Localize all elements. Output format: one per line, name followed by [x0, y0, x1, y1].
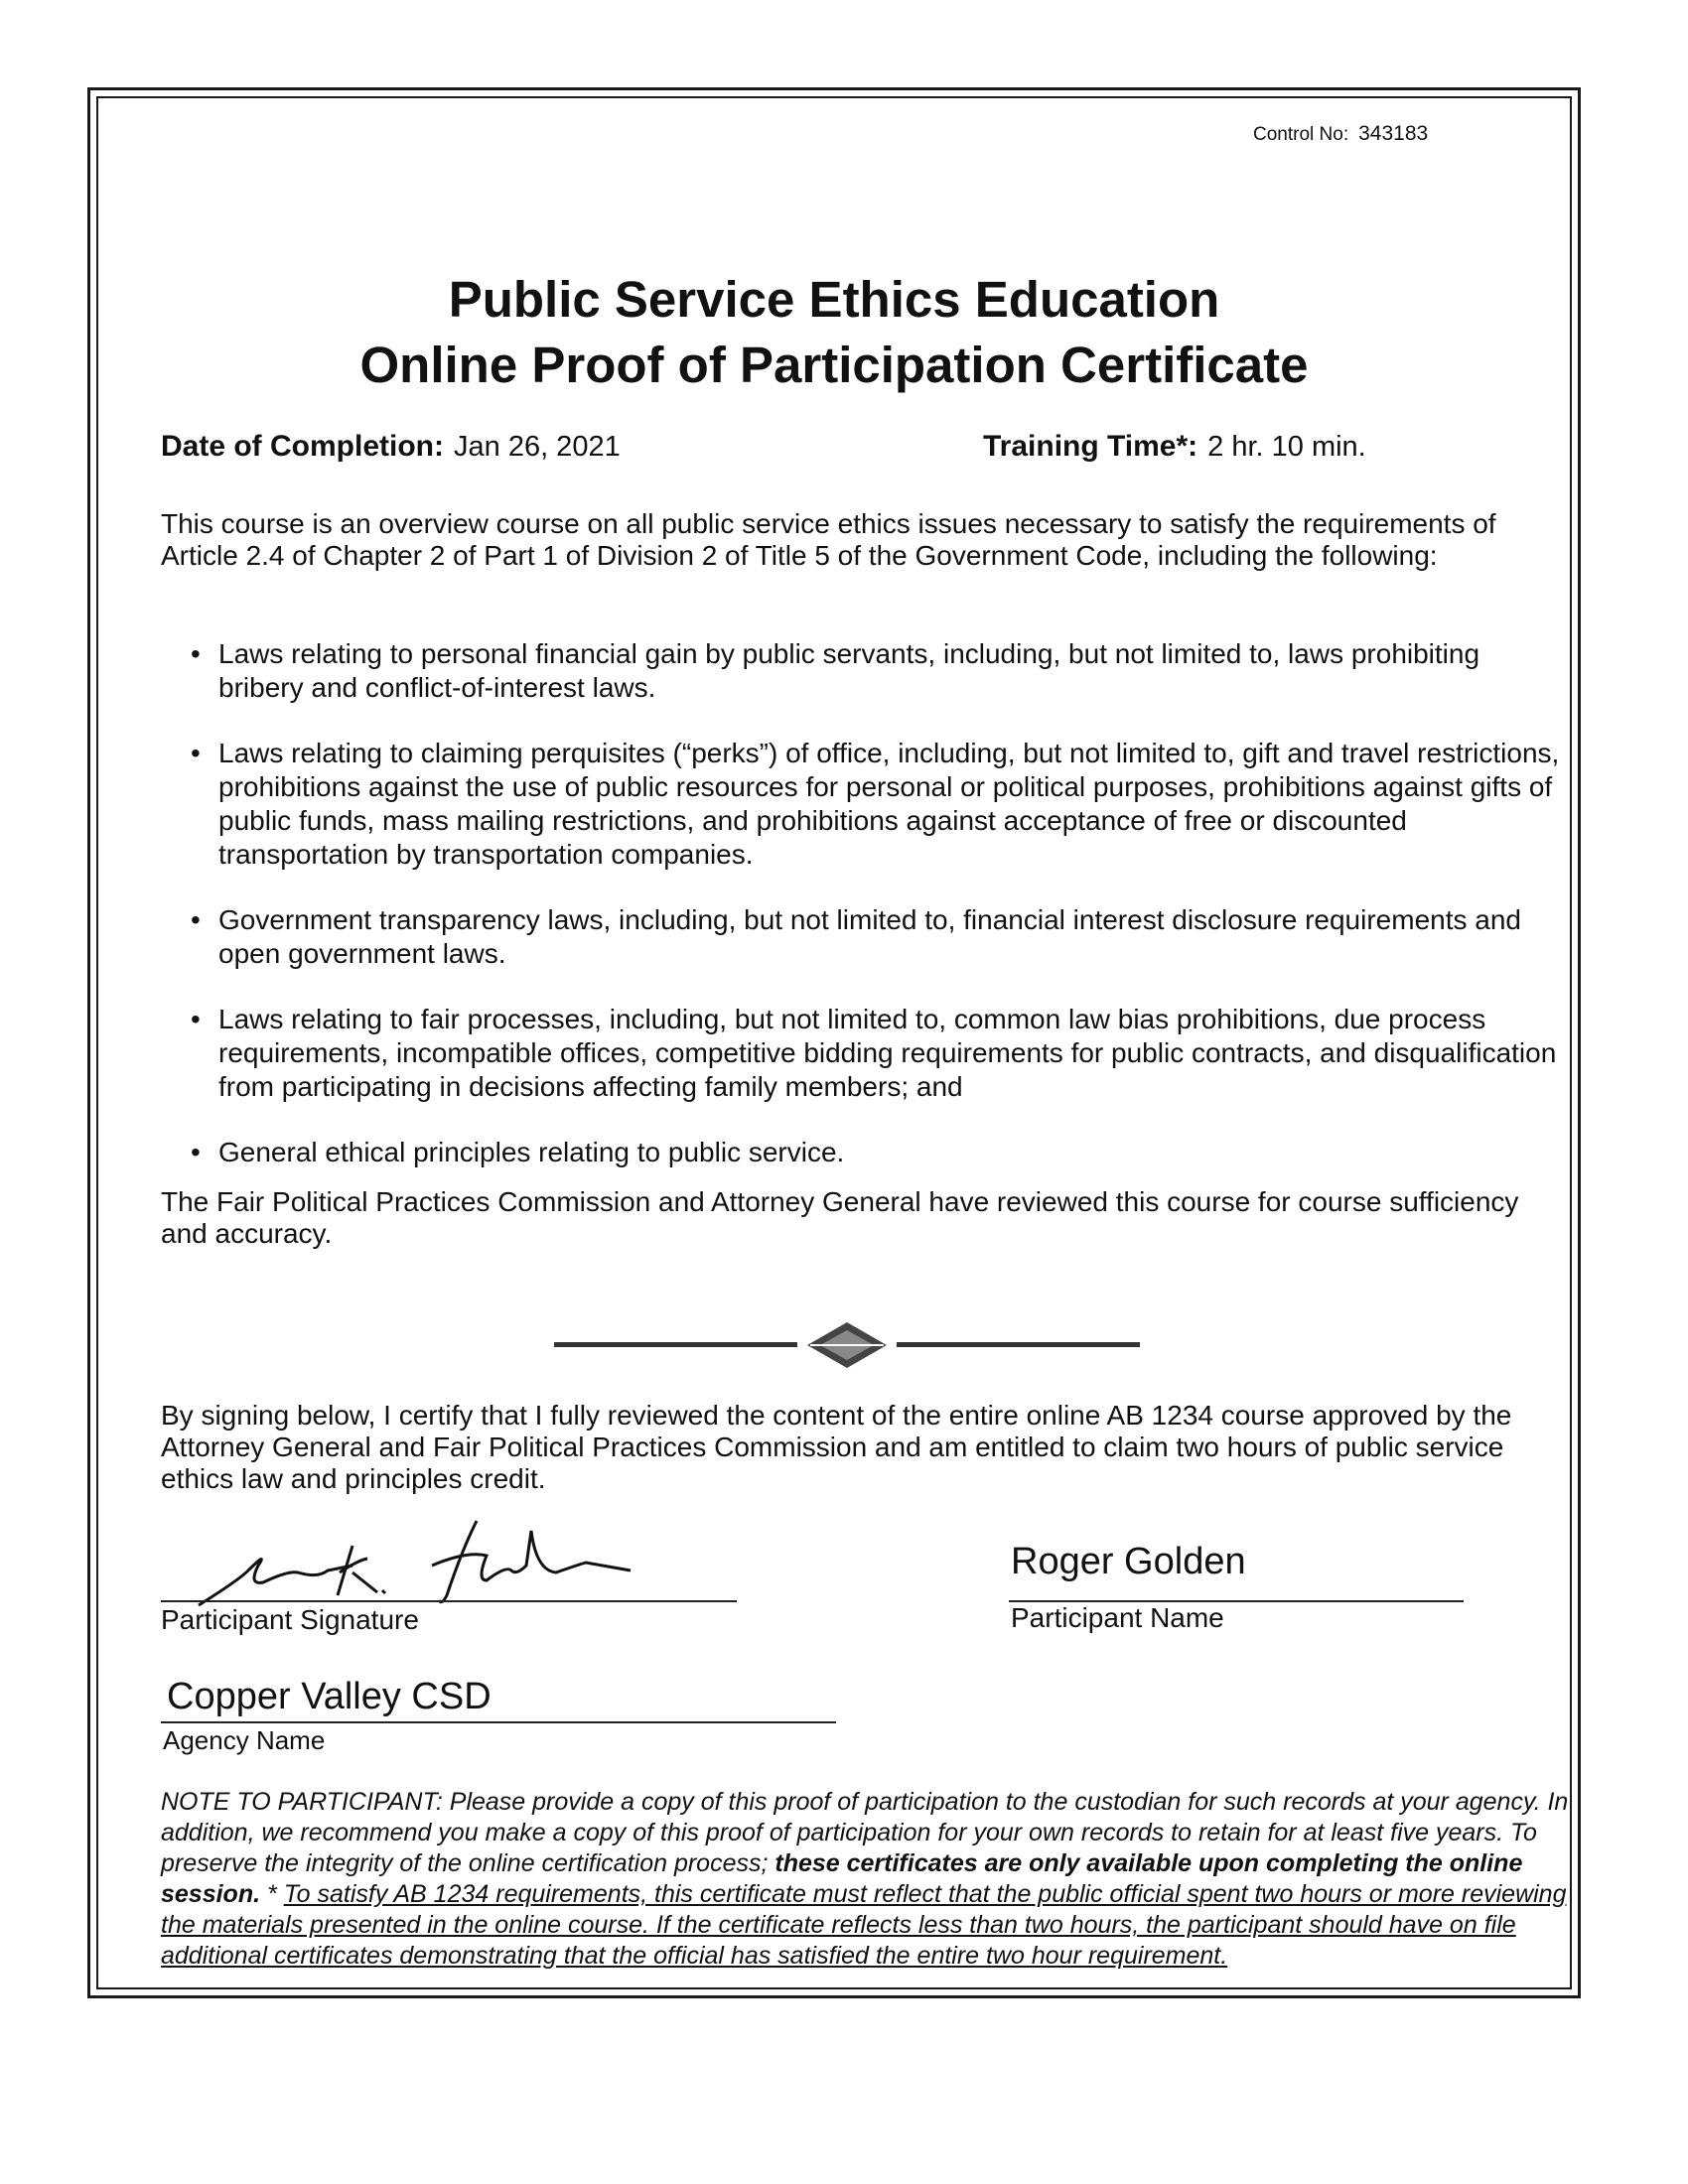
list-item: [179, 1136, 1569, 1169]
list-item-text: Laws relating to claiming perquisites (“perks”) of office, including, but not limited to, gift and travel restrictions, prohibitions against the use of public resources for personal or political purposes, prohibitions against gifts of public funds, mass mailing restrictions, and prohibitions against acceptance of free or discounted transportation by transportation companies.: [218, 738, 1560, 870]
note-asterisk: *: [260, 1880, 284, 1908]
training-time: [983, 430, 1366, 464]
review-statement: The Fair Political Practices Commission and Attorney General have reviewed this course for course sufficiency and accuracy.: [161, 1186, 1519, 1249]
agency-name: Copper Valley CSD: [167, 1676, 492, 1717]
diamond-divider-icon: [554, 1320, 1140, 1370]
control-number: [1253, 122, 1428, 146]
bullet-icon: •: [191, 904, 201, 935]
signature-label: Participant Signature: [161, 1604, 419, 1635]
title-line-2: Online Proof of Participation Certificate: [359, 337, 1309, 393]
list-item-text: General ethical principles relating to public service.: [218, 1137, 845, 1167]
bullet-icon: •: [191, 738, 201, 768]
participant-name: Roger Golden: [1011, 1541, 1246, 1582]
list-item-text: Government transparency laws, including, but not limited to, financial interest disclosure requirements and open government laws.: [218, 904, 1521, 969]
training-time-value: 2 hr. 10 min.: [1207, 431, 1366, 463]
bullet-icon: •: [191, 1004, 201, 1034]
title-line-1: Public Service Ethics Education: [448, 271, 1220, 328]
agency-name-line: [161, 1721, 836, 1723]
note-bold-text: these certificates are only available upon completing the online session.: [161, 1849, 1523, 1908]
intro-paragraph: This course is an overview course on all public service ethics issues necessary to satisfy the requirements of Article 2.4 of Chapter 2 of Part 1 of Division 2 of Title 5 of the Government Code, including the following:: [161, 508, 1496, 571]
certify-statement: By signing below, I certify that I fully reviewed the content of the entire online AB 1234 course approved by the Attorney General and Fair Political Practices Commission and am entitled to claim two hours of public service ethics law and principles credit.: [161, 1400, 1512, 1494]
list-item: [179, 637, 1569, 705]
list-item-text: Laws relating to personal financial gain by public servants, including, but not limited to, laws prohibiting bribery and conflict-of-interest laws.: [218, 638, 1480, 703]
list-item: [179, 737, 1569, 872]
participant-name-label: Participant Name: [1011, 1602, 1224, 1633]
note-text: NOTE TO PARTICIPANT: Please provide a copy of this proof of participation to the custodian for such records at your agency. In addition, we recommend you make a copy of this proof of participation for your own records to retain for at least five years. To preserve the integrity of the online certification process;: [161, 1788, 1569, 1877]
control-label: Control No:: [1253, 124, 1349, 145]
bullet-icon: •: [191, 638, 201, 669]
signature-line: [161, 1600, 737, 1602]
list-item: [179, 1003, 1569, 1104]
note-to-participant: [161, 1787, 1571, 1972]
control-value: 343183: [1358, 122, 1429, 145]
list-item-text: Laws relating to fair processes, including, but not limited to, common law bias prohibitions, due process requirements, incompatible offices, competitive bidding requirements for public contracts, and disqualification from participating in decisions affecting family members; and: [218, 1004, 1557, 1102]
completion-date: [161, 430, 621, 464]
completion-label: Date of Completion:: [161, 430, 444, 463]
completion-value: Jan 26, 2021: [454, 431, 621, 463]
agency-name-label: Agency Name: [163, 1725, 326, 1755]
training-time-label: Training Time*:: [983, 430, 1198, 463]
note-underlined-text: To satisfy AB 1234 requirements, this certificate must reflect that the public official spent two hours or more reviewing the materials presented in the online course. If the certificate reflects less than two hours, the participant should have on file additional certificates demonstrating that the official has satisfied the entire two hour requirement.: [161, 1880, 1567, 1970]
list-item: [179, 903, 1569, 971]
requirements-list: [179, 637, 1569, 1169]
bullet-icon: •: [191, 1137, 201, 1167]
